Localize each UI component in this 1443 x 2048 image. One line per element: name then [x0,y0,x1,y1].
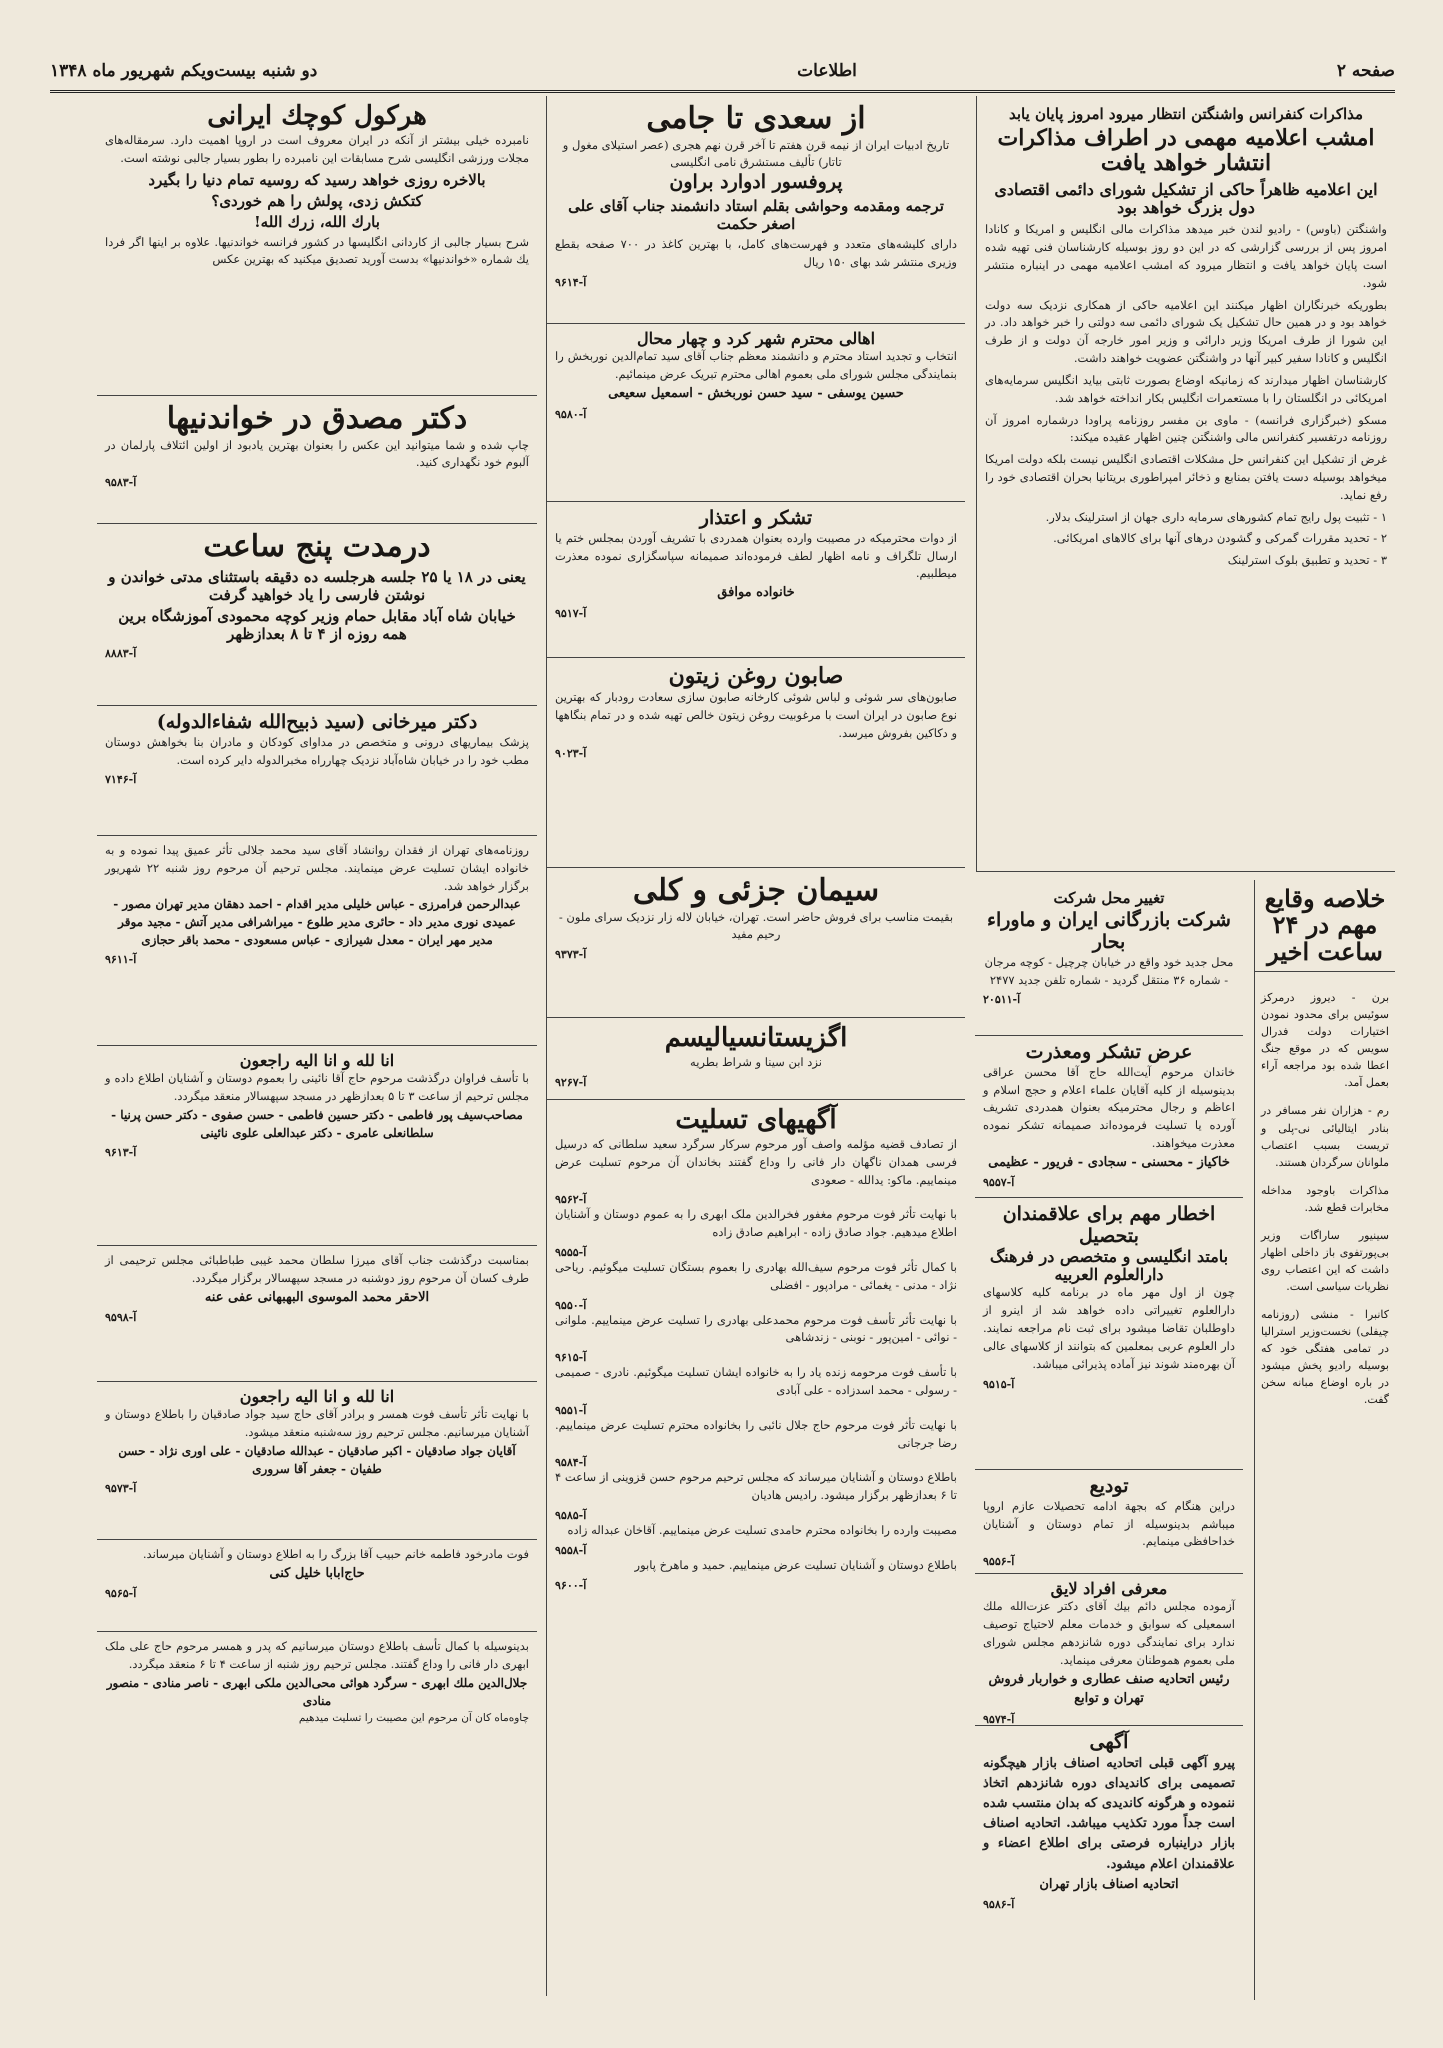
ad-code: آ-۹۵۵۱ [555,1403,587,1417]
ad-code: آ-۹۶۱۵ [555,1351,587,1365]
death-body: بمناسبت درگذشت جناب آقای میرزا سلطان محمد غیبی طباطبائی مجلس ترحیمی از طرف کسان آن مرحوم روز دوشنبه در مسجد سپهسالار برگزار میگردد. [105,1253,529,1285]
shahrekord-names: حسین یوسفی - سید حسن نوربخش - اسمعیل سعیعی [608,386,904,402]
lead-point: ۲ - تحدید مقررات گمرکی و گشودن درهای آنها برای کالاهای امریکائی. [1053,531,1387,546]
sidebar-item: مذاکرات باوجود مداخله مخابرات قطع شد. [1261,1183,1389,1214]
book-ad [547,96,965,324]
condolence-item: از تصادف قضیه مؤلمه واصف آور مرحوم سرکار سرگرد سعید سلطانی که درسیل فرسی همدان ناگهان دار فانی را وداع گفتند بخاندان آن مرحوم تسلیت عرض مینماییم. ماکو: یدالله - صعودی [555,1136,957,1187]
book-title: از سعدی تا جامی [646,101,866,136]
intro-title: معرفی افراد لایق [1050,1579,1168,1598]
lead-point: ۱ - تثبیت پول رایج تمام کشورهای سرمایه داری جهان از استرلینک بدلار. [1045,509,1387,524]
sidebar-items [1255,972,1395,1425]
soap-body: صابون‌های سر شوئی و لباس شوئی کارخانه صابون سازی سعادت رودبار که بهترین نوع صابون در ایران است با مرغوبیت روغن زیتون خالص تهیه شده و در تمام بنگاهها و دکاکین بفروش میرسد. [555,690,957,740]
sidebar-item: کانبرا - منشی (روزنامه چیفلی) نخست‌وزیر استرالیا در تمامی هفتگی خود که بوسیله رادیو پخش میشود در باره اوضاع مبانه سخن گفت. [1261,1307,1389,1407]
ad-code: آ-۸۸۸۳ [105,646,137,660]
literacy-address: خیابان شاه آباد مقابل حمام وزیر کوچه محمودی آموزشگاه برین همه روزه از ۴ تا ۸ بعدازظهر [118,606,516,643]
book-author: پروفسور ادوارد براون [669,171,843,194]
hercules-line: بالاخره روزی خواهد رسید که روسیه تمام دنیا را بگیرد [148,170,486,189]
cement-title: سیمان جزئی و کلی [632,873,880,908]
ad-code: آ-۹۵۵۸ [555,1543,587,1557]
ad-code: آ-۹۵۸۵ [555,1509,587,1523]
press-condolence [97,836,537,1046]
lead-para: مسکو (خبرگزاری فرانسه) - ماوی بن مفسر روزنامه پراودا درشماره امروز آن روزنامه درتفسیر کنفرانس مالی واشنگتن چنین اظهار عقیده میکند: [985,412,1387,445]
lead-story [977,96,1395,872]
lead-body [985,221,1387,570]
book-note: دارای کلیشه‌های متعدد و فهرست‌های کامل، با بهترین کاغذ در ۷۰۰ صفحه بقطع وزیری منتشر شد بهای ۱۵۰ ریال [555,236,957,269]
hercules-note: شرح بسیار جالبی از کاردانی انگلیسها در کشور فرانسه خواندنیها. علاوه بر اینها اگر فردا یك شماره «خواندنیها» بدست آورید تصدیق میکنید که بهترین عکس [105,234,529,267]
thanks-ad [975,1036,1243,1198]
existentialism-title: اگزیستانسیالیسم [664,1023,848,1053]
condolence-item: باطلاع دوستان و آشنایان تسلیت عرض مینماییم. حمید و ماهرخ پابور [634,1557,957,1572]
doctor-title: دکتر میرخانی (سید ذبیح‌الله شفاءالدوله) [156,711,478,733]
sidebar-item: سینیور ساراگات وزیر بی‌پورتفوی باز داخلی اظهار داشت که این اعتصاب روی نظریات سیاسی است. [1261,1228,1389,1293]
ad-code: آ-۹۵۷۴ [983,1712,1015,1726]
condolence-item: با تأسف فوت مرحومه زنده یاد را به خانواده ایشان تسلیت میگوئیم. نادری - صمیمی - رسولی - محمد اسدزاده - علی آبادی [555,1365,957,1398]
intro-body: آزموده مجلس دائم بیك آقای دکتر عزت‌الله ملك اسمعیلی که سوابق و خدمات معلم لاحتیاج توصیف ندارد برای نمایندگی دوره شانزدهم مجلس شورای ملی بعموم هموطنان معرفی مینماید. [983,1599,1235,1667]
soap-title: صابون روغن زیتون [668,663,844,689]
soap-ad [547,658,965,868]
condolence-item: با نهایت تأثر فوت مرحوم مغفور فخر‌الدین ملک ابهری را به عموم دوستان و آشنایان اطلاع میدهیم. جواد صادق زاده - ابراهیم صادق زاده [555,1207,957,1240]
mourning-ad-3 [97,1382,537,1540]
shahrekord-title: اهالی محترم شهر کرد و چهار محال [636,329,876,348]
book-desc: تاریخ ادبیات ایران از نیمه قرن هفتم تا آخر قرن نهم هجری (عصر استیلای مغول و تاتار) تألیف مستشرق نامی انگلیسی [562,137,950,170]
cement-ad [547,868,965,1018]
warning-body: چون از اول مهر ماه در برنامه کلیه کلاسهای دارالعلوم تغییراتی داده خواهد شد از اینرو از داوطلبان تقاضا میشود برای ثبت نام مراجعه نمایند. دار العلوم عربی بمعلمین که بتوانند از کلاسهای عالی آن بهره‌مند شوند نیز آماده پذیرائی میباشد. [983,1285,1235,1371]
existentialism-ad [547,1018,965,1100]
mourning-body: با تأسف فراوان درگذشت مرحوم حاج آقا نائینی را بعموم دوستان و آشنایان اطلاع داده و مجلس ترحیم از ساعت ۳ تا ۵ بعدازظهر در مسجد سپهسالار منعقد میگردد. [105,1071,529,1104]
thanks-names: خاکیاز - محسنی - سجادی - فریور - عظیمی [988,1154,1230,1170]
notice-sign: اتحادیه اصناف بازار تهران [1039,1876,1179,1892]
press-body: روزنامه‌های تهران از فقدان روانشاد آقای سید محمد جلالی تأثر عمیق پیدا نموده و به خانواده ایشان تسلیت عرض مینمایند. مجلس ترحیم آن مرحوم روز شنبه ۲۲ شهریور برگزار خواهد شد. [105,843,529,893]
ad-code: آ-۹۵۵۵ [555,1245,587,1259]
thanks-body: خاندان مرحوم آیت‌الله حاج آقا محسن عراقی بدینوسیله از کلیه آقایان علماء اعلام و حجج اسلام و اعاظم و رجال محترمیکه بعنوان همدردی تشریف آورده یا تسلیت فرموده‌اند صمیمانه تشکر نموده معذرت میخواهند. [983,1064,1235,1151]
ad-code: آ-۹۵۵۶ [983,1555,1015,1569]
ad-code: آ-۹۶۱۳ [105,1146,137,1160]
lead-para: واشنگتن (باوس) - رادیو لندن خبر میدهد مذاکرات مالی انگلیس و امریکا و کانادا امروز پس از بررسی گزارشی که در این دو روز بوسیله کارشناسان فنی تهیه شده است پایان خواهد یافت و انتظار میرود که امشب اعلامیه مهمی در اینباره منتشر شود. [985,222,1387,290]
ad-code: آ-۹۵۸۰ [555,407,587,421]
school-warning-ad [975,1198,1243,1470]
mother-sign: حاج‌ابابا خلیل کنی [269,1565,365,1581]
ad-code: آ-۹۵۱۷ [555,606,587,620]
lead-para: غرض از تشکیل این کنفرانس حل مشکلات اقتصادی انگلیس نیست بلکه دولت امریکا میخواهد بوسیله دست یافتن بمنابع و ذخائر امپراطوری بریتانیا بحران اقتصادی خود را رفع نماید. [985,452,1387,502]
death-sign: الاحقر محمد الموسوی البهبهانی عفی عنه [204,1289,430,1305]
mourning-names: آقایان جواد صادقیان - اکبر صادقیان - عبدالله صادقیان - علی اوری نژاد - حسن طفیان - جعفر آقا سروری [118,1444,516,1477]
condolence-item: با کمال تأثر فوت مرحوم سیف‌الله بهادری را بعموم بستگان تسلیت میگوئیم. ریاحی نژاد - مدنی - یغمائی - مرادپور - افضلی [555,1259,957,1292]
hercules-line: بارك الله، زرك الله! [254,212,380,231]
ad-code: آ-۹۵۸۶ [983,1898,1015,1912]
ad-code: آ-۹۵۷۳ [105,1482,137,1496]
mourning-ad-2 [97,1246,537,1382]
ad-code: آ-۹۰۲۳ [555,746,587,760]
introduction-ad [975,1574,1243,1726]
mourning-names: مصاحب‌سیف پور فاطمی - دکتر حسین فاطمی - حسن صفوی - دکتر حسن پرنیا - سلطانعلی عامری - دکتر عبدالعلی علوی نائینی [111,1108,523,1141]
ad-code: آ-۹۵۵۰ [555,1298,587,1312]
ad-code: آ-۹۵۵۷ [983,1176,1015,1190]
ad-code: آ-۹۶۱۴ [555,275,587,289]
paper-name: اطلاعات [797,61,857,81]
ad-code: آ-۹۲۶۷ [555,1075,587,1089]
mourning-body: با نهایت تأثر تأسف فوت همسر و برادر آقای حاج سید جواد صادقیان را باطلاع دوستان و آشنایان میرسانیم. مجلس ترحیم روز سه‌شنبه منعقد میشود. [105,1407,529,1440]
warning-subtitle: بامتد انگلیسی و متخصص در فرهنگ دارالعلوم العربیه [989,1246,1229,1285]
condolence-item: مصیبت وارده را بخانواده محترم حامدی تسلیت عرض مینماییم. آقاخان عبداله زاده [567,1523,957,1538]
ad-code: آ-۹۵۹۸ [105,1311,137,1325]
apology-body: از دوات محترمیکه در مصیبت وارده بعنوان همدردی با تشریف آوردن بمجلس ختم یا ارسال تلگراف و نامه اظهار لطف فرموده‌اند صمیمانه سپاسگزاری نموده معذرت میطلبیم. [555,530,957,581]
ad-code: آ-۹۵۸۳ [105,476,137,490]
mourning-title: انا لله و انا الیه راجعون [239,1387,395,1406]
ad-code: آ-۹۵۶۵ [105,1587,137,1601]
final-note: چاوه‌ماه کان آن مرحوم این مصیبت را تسلیت میدهیم [298,1711,529,1724]
apology-ad [547,502,965,658]
apology-sign: خانواده موافق [717,585,795,601]
ad-code: آ-۹۶۰۰ [555,1578,587,1592]
mosaddegh-title: دکتر مصدق در خواندنیها [166,401,468,436]
mourning-title: انا لله و انا الیه راجعون [239,1051,395,1070]
final-mourning-ad [97,1632,537,1792]
issue-date: دو شنبه بیست‌ویکم شهریور ماه ۱۳۴۸ [50,61,318,81]
doctor-body: پزشک بیماریهای درونی و متخصص در مداوای کودکان و مادران بنا بخواهش دوستان مطب خود را در خیابان شاه‌آباد نزدیک چهارراه مخبرالدوله دایر کرده است. [105,734,529,767]
ad-code: آ-۹۵۱۵ [983,1377,1015,1391]
final-names: جلال‌الدین ملك ابهری - سرگرد هوائی محی‌الدین ملکی ابهری - ناصر منادی - منصور منادی [106,1675,528,1708]
condolence-item: با نهایت تأثر فوت مرحوم حاج جلال نائبی را بخانواده محترم تسلیت عرض مینماییم. رضا جرجانی [555,1417,957,1450]
warning-title: اخطار مهم برای علاقمندان بتحصیل [1002,1203,1216,1247]
lead-point: ۳ - تحدید و تطبیق بلوک استرلینک [1227,553,1387,568]
sidebar-item: برن - دیروز درمرکز سوئیس برای محدود نمودن اختیارات دولت فدرال سویس که در موقع جنگ اعطا شده بود مراجعه آراء بعمل آمد. [1261,991,1389,1090]
page-header [50,52,1395,93]
condolence-item: با نهایت تأثر تأسف فوت مرحوم محمدعلی بهادری را تسلیت عرض مینماییم. ملوانی - نوائی - امین‌پور - نوبنی - زندشاهی [555,1312,957,1345]
literacy-ad [97,524,537,706]
doctor-ad [97,706,537,836]
final-body: بدینوسیله با کمال تأسف باطلاع دوستان میرسانیم که پدر و همسر مرحوم حاج علی ملک ابهری دار فانی را وداع گفتند. مجلس ترحیم روز شنبه از ساعت ۴ تا ۶ منعقد میگردد. [105,1639,529,1671]
hercules-body: نامبرده خیلی بیشتر از آنکه در ایران معروف است در اروپا اهمیت دارد. سرمقاله‌های مجلات ورزشی انگلیسی شرح مسابقات این نامبرده را بطور بسیار جالبی نوشته است. [105,132,529,165]
column-right-lower [975,880,1243,1988]
ad-code: آ-۹۵۸۴ [555,1456,587,1470]
mother-death-ad [97,1540,537,1632]
farewell-title: تودیع [1089,1475,1129,1497]
lead-title: امشب اعلامیه مهمی در اطراف مذاکرات انتشار خواهد یافت [997,125,1375,177]
press-names: عبدالرحمن فرامرزی - عباس خلیلی مدیر اقدام - احمد دهقان مدیر تهران مصور - عمیدی نوری مدیر داد - حائری مدیر طلوع - میراشرافی مدیر آتش - مجید موقر مدیر مهر ایران - معدل شیرازی - عباس مسعودی - محمد باقر حجازی [113,897,521,948]
ad-code: آ-۷۱۴۶ [105,773,137,787]
lead-kicker: مذاکرات کنفرانس واشنگتن انتظار میرود امروز پایان یابد [1008,105,1364,123]
shahrekord-ad [547,324,965,502]
mosaddegh-body: چاپ شده و شما میتوانید این عکس را بعنوان بهترین یادبود از اولین ائتلاف پارلمان در آلبوم خود نگهداری کنید. [105,437,529,470]
mosaddegh-ad [97,396,537,524]
condolence-item: باطلاع دوستان و آشنایان میرساند که مجلس ترحیم مرحوم حسن قزوینی از ساعت ۴ تا ۶ بعدازظهر برگزار میشود. رادیس هادیان [555,1470,957,1503]
mourning-ad-1 [97,1046,537,1246]
sidebar-title: خلاصه وقایع مهم در ۲۴ ساعت اخیر [1255,880,1395,972]
company-kicker: تغییر محل شرکت [1053,889,1165,907]
ad-code: آ-۹۶۱۱ [105,953,137,967]
literacy-sub: یعنی در ۱۸ یا ۲۵ جلسه هرجلسه ده دقیقه باستثنای مدتی خواندن و نوشتن فارسی را یاد خواهید گرفت [108,567,526,604]
condolence-ads [547,1100,965,1995]
page-number: صفحه ۲ [1336,61,1395,81]
apology-title: تشکر و اعتذار [699,507,813,529]
bazaar-notice-ad [975,1726,1243,1988]
condolence-title: آگهیهای تسلیت [675,1105,837,1135]
column-left [97,96,537,1996]
ad-code: آ-۲۰۵۱۱ [983,993,1021,1007]
farewell-body: دراین هنگام که بجهة ادامه تحصیلات عازم اروپا میباشم بدینوسیله از تمام دوستان و آشنایان خداحافظی مینمایم. [983,1498,1235,1549]
lead-para: کارشناسان اظهار میدارند که زمانیکه اوضاع بصورت ثابتی بیاید انگلیس سرمایه‌های امریکائی در انگلستان را با مستعمرات انگلیس بکار انداخته خواهد شد. [985,372,1387,405]
thanks-title: عرض تشکر ومعذرت [1025,1041,1193,1063]
literacy-title: درمدت پنج ساعت [203,529,431,564]
sidebar-item: رم - هزاران نفر مسافر در بنادر ایتالیائی نی-پلی و تریست بسبب اعتصاب ملوانان سرگردان هستند. [1261,1104,1389,1169]
cement-body: بقیمت مناسب برای فروش حاضر است. تهران، خیابان لاله زار نزدیک سرای ملون - رحیم مفید [558,909,954,942]
intro-sign: رئیس اتحادیه صنف عطاری و خواربار فروش تهران و توابع [988,1671,1230,1707]
farewell-ad [975,1470,1243,1574]
notice-title: آگهی [1089,1731,1129,1753]
notice-body: پیرو آگهی قبلی اتحادیه اصناف بازار هیچگونه تصمیمی برای کاندیدای دوره شانزدهم اتخاذ ننموده و هرگونه کاندیدی که بدان منتسب شده است جداً مورد تکذیب میباشد. اتحادیه اصناف بازار دراینباره فرصتی برای اطلاع اعضاء و علاقمندان اعلام میشود. [983,1755,1235,1872]
company-body: محل جدید خود واقع در خیابان چرچیل - کوچه مرجان - شماره ۳۶ منتقل گردید - شماره تلفن جدید ۲۴۷۷ [984,954,1234,987]
hercules-line: کتکش زدی، پولش را هم خوردی؟ [211,191,423,210]
lead-para: بطوریکه خبرنگاران اظهار میکنند این اعلامیه حاکی از همکاری نزدیک سه دولت خواهد بود و در همین حال تشکیل یک شورای دائمی سه دولتی را خبر خواهد داد. در این شورا از طرف امریکا وزیر دارائی و وزیر امور خارجه آن دولت و از طرف انگلیس و کانادا سفیر کبیر آنها در واشنگتن عضویت خواهند داشت. [985,297,1387,366]
column-middle [546,96,965,1996]
hercules-title: هرکول کوچك ایرانی [207,101,427,131]
ad-code: آ-۹۵۶۲ [555,1193,587,1207]
news-summary-sidebar [1254,880,1395,2000]
magazine-ad [97,96,537,396]
shahrekord-body: انتخاب و تجدید استاد محترم و دانشمند معظم جناب آقای سید تمام‌الدین نوربخش را بنمایندگی مجلس شورای ملی بعموم اهالی محترم تبریک عرض مینمائیم. [555,349,957,382]
lead-subtitle: این اعلامیه ظاهراً حاکی از تشکیل شورای دائمی اقتصادی دول بزرگ خواهد بود [994,179,1378,217]
book-translator: ترجمه ومقدمه وحواشی بقلم استاد دانشمند جناب آقای علی اصغر حکمت [568,196,944,233]
company-move-ad [975,880,1243,1036]
existentialism-body: نزد ابن سینا و شراط بطریه [690,1054,822,1069]
company-title: شرکت بازرگانی ایران و ماوراء بحار [987,909,1231,953]
ad-code: آ-۹۳۷۳ [555,948,587,962]
column-right [976,96,1395,872]
mother-body: فوت مادرخود فاطمه خانم حبیب آقا بزرگ را به اطلاع دوستان و آشنایان میرساند. [142,1547,529,1561]
